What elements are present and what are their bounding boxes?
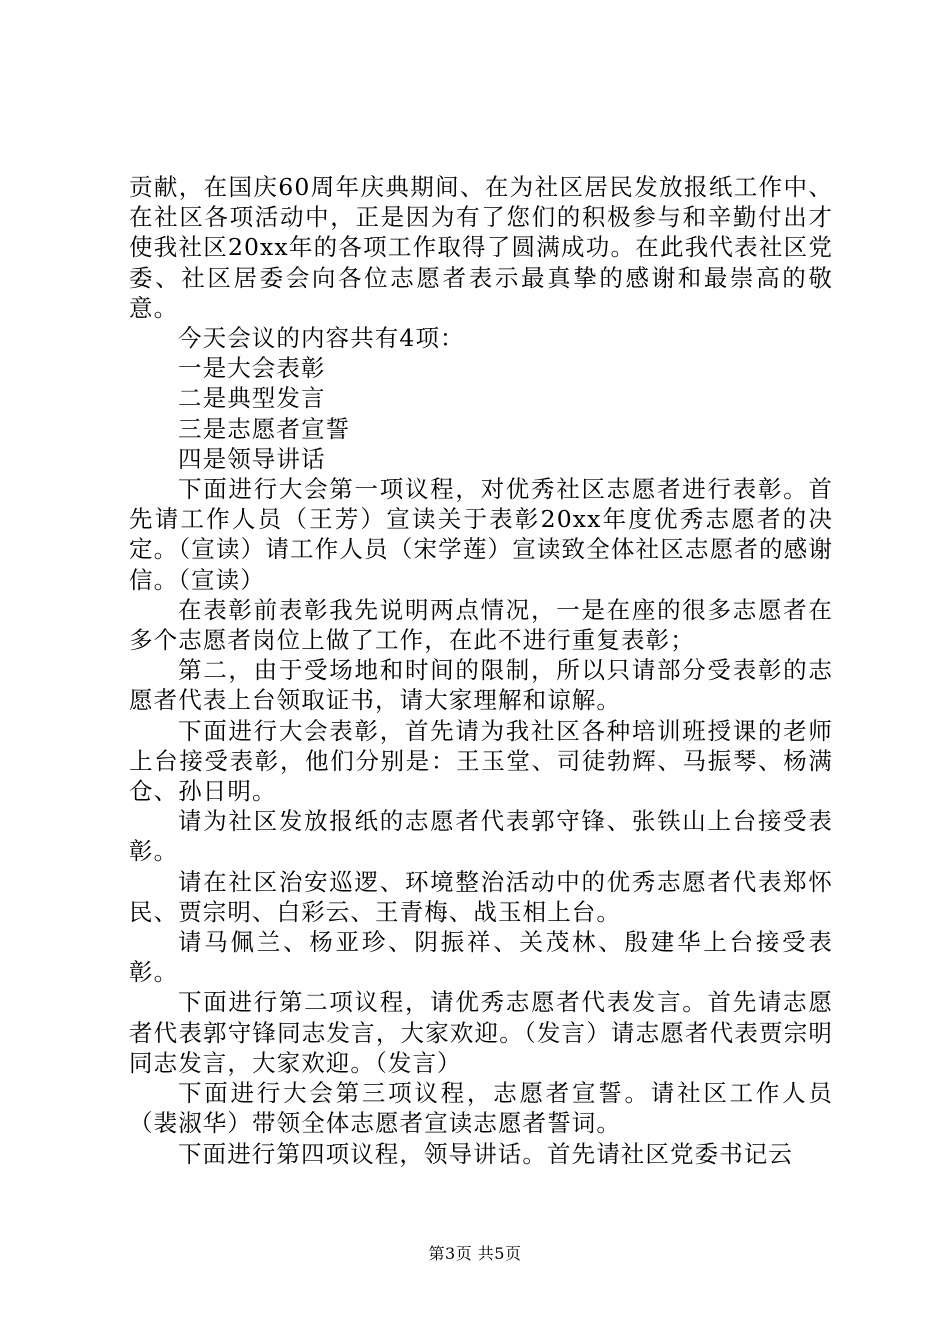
paragraph: 贡献，在国庆60周年庆典期间、在为社区居民发放报纸工作中、在社区各项活动中，正是因为有了您们的积极参与和辛勤付出才使我社区20xx年的各项工作取得了圆满成功。在此我代表社区党委、社区居委会向各位志愿者表示最真挚的感谢和最崇高的敬意。 <box>129 173 833 322</box>
document-body <box>129 172 833 1169</box>
agenda-item: 二是典型发言 <box>178 384 326 413</box>
paragraph: 请为社区发放报纸的志愿者代表郭守锋、张铁山上台接受表彰。 <box>129 807 833 866</box>
paragraph: 下面进行第二项议程，请优秀志愿者代表发言。首先请志愿者代表郭守锋同志发言，大家欢迎。（发言）请志愿者代表贾宗明同志发言，大家欢迎。（发言） <box>129 988 833 1077</box>
paragraph: 在表彰前表彰我先说明两点情况，一是在座的很多志愿者在多个志愿者岗位上做了工作，在此不进行重复表彰； <box>129 595 833 655</box>
page-number: 第3页 共5页 <box>428 1244 522 1263</box>
paragraph: 第二，由于受场地和时间的限制，所以只请部分受表彰的志愿者代表上台领取证书，请大家理解和谅解。 <box>129 656 833 715</box>
agenda-item: 一是大会表彰 <box>178 354 326 383</box>
paragraph: 下面进行第四项议程，领导讲话。首先请社区党委书记云 <box>178 1139 793 1168</box>
paragraph: 请在社区治安巡逻、环境整治活动中的优秀志愿者代表郑怀民、贾宗明、白彩云、王青梅、战玉相上台。 <box>129 867 833 926</box>
paragraph: 下面进行大会第三项议程，志愿者宣誓。请社区工作人员（裴淑华）带领全体志愿者宣读志愿者誓词。 <box>129 1079 833 1138</box>
paragraph: 今天会议的内容共有4项： <box>178 324 465 353</box>
agenda-item: 三是志愿者宣誓 <box>178 414 351 443</box>
paragraph: 下面进行大会表彰，首先请为我社区各种培训班授课的老师上台接受表彰，他们分别是：王玉堂、司徒勃辉、马振琴、杨满仓、孙日明。 <box>129 716 833 806</box>
paragraph: 下面进行大会第一项议程，对优秀社区志愿者进行表彰。首先请工作人员（王芳）宣读关于表彰20xx年度优秀志愿者的决定。（宣读）请工作人员（宋学莲）宣读致全体社区志愿者的感谢信。（宣读） <box>129 475 833 594</box>
paragraph: 请马佩兰、杨亚珍、阴振祥、关茂林、殷建华上台接受表彰。 <box>129 928 833 987</box>
agenda-item: 四是领导讲话 <box>178 444 326 473</box>
